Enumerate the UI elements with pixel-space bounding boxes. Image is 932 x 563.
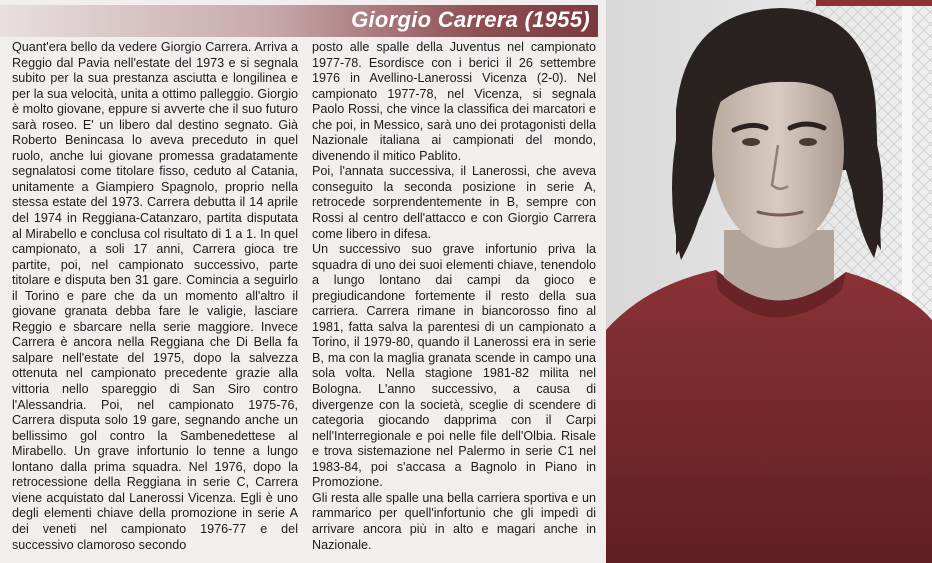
article-paragraph: posto alle spalle della Juventus nel campionato 1977-78. Esordisce con i berici il 26 settembre 1976 in Avellino-Lanerossi Vicenza (2-0). Nel campionato 1977-78, nel Vicenza, si segnala Paolo Rossi, che vince la classifica dei marcatori e che poi, in Messico, sarà uno dei protagonisti della Nazionale italiana ai campionati del mondo, divenendo il mitico Pablito. bbox=[312, 40, 596, 163]
page-title: Giorgio Carrera (1955) bbox=[351, 7, 590, 32]
article-paragraph: Gli resta alle spalle una bella carriera sportiva e un rammarico per quell'infortunio che gli impedì di arrivare ancora più in alto e magari anche in Nazionale. bbox=[312, 490, 596, 552]
article-paragraph: Poi, l'annata successiva, il Lanerossi, che aveva conseguito la seconda posizione in serie A, retrocede sorprendentemente in B, sempre con Rossi al centro dell'attacco e con Giorgio Carrera come libero in difesa. bbox=[312, 164, 596, 241]
article-column-middle bbox=[312, 40, 596, 553]
header-bar bbox=[0, 5, 598, 37]
player-portrait-photo bbox=[606, 0, 932, 563]
article-column-left bbox=[12, 40, 298, 553]
article-paragraph: Un successivo suo grave infortunio priva la squadra di uno dei suoi elementi chiave, tenendolo a lungo lontano dai campi da gioco e pregiudicandone fortemente il resto della sua carriera. Carrera rimane in biancorosso fino al 1981, fatta salva la parentesi di un campionato a Torino, il 1979-80, quando il Lanerossi era in serie B, ma con la maglia granata scende in campo una sola volta. Nella stagione 1981-82 milita nel Bologna. L'anno successivo, a causa di divergenze con la società, sceglie di scendere di categoria giocando dapprima con il Carpi nell'Interregionale e poi nelle file dell'Olbia. Risale e trova sistemazione nel Palermo in serie C1 nel 1983-84, poi s'accasa a Bagnolo in Piano in Promozione. bbox=[312, 242, 596, 490]
article-paragraph: Quant'era bello da vedere Giorgio Carrera. Arriva a Reggio dal Pavia nell'estate del 1973 e si segnala subito per la sua prestanza asciutta e longilinea e per la sua velocità, unita a ottimo palleggio. Giorgio è molto giovane, eppure si avverte che il suo futuro sarà roseo. E' un libero dal destino segnato. Già Roberto Benincasa lo aveva preceduto in quel ruolo, anche lui giovane promessa gradatamente segnalatosi come titolare fisso, ceduto al Catania, unitamente a Giampiero Spagnolo, proprio nella stessa estate del 1973. Carrera debutta il 14 aprile del 1974 in Reggiana-Catanzaro, partita disputata al Mirabello e conclusa col risultato di 1 a 1. In quel campionato, a soli 17 anni, Carrera gioca tre partite, poi, nel campionato successivo, parte titolare e disputa ben 31 gare. Comincia a seguirlo il Torino e pare che da un momento all'altro il giovane granata debba fare le valigie, lasciare Reggio e sbarcare nella serie maggiore. Invece Carrera è ancora nella Reggiana che Di Bella fa salpare nell'estate del 1975, dopo la salvezza ottenuta nel campionato precedente grazie alla vittoria nello spareggio di San Siro contro l'Alessandria. Poi, nel campionato 1975-76, Carrera disputa solo 19 gare, segnando anche un bellissimo gol contro la Sambenedettese al Mirabello. Un grave infortunio lo tenne a lungo lontano dalla prima squadra. Nel 1976, dopo la retrocessione della Reggiana in serie C, Carrera viene acquistato dal Lanerossi Vicenza. Egli è uno degli elementi chiave della promozione in serie A dei veneti nel campionato 1976-77 e del successivo clamoroso secondo bbox=[12, 40, 298, 552]
portrait-illustration bbox=[606, 0, 932, 563]
